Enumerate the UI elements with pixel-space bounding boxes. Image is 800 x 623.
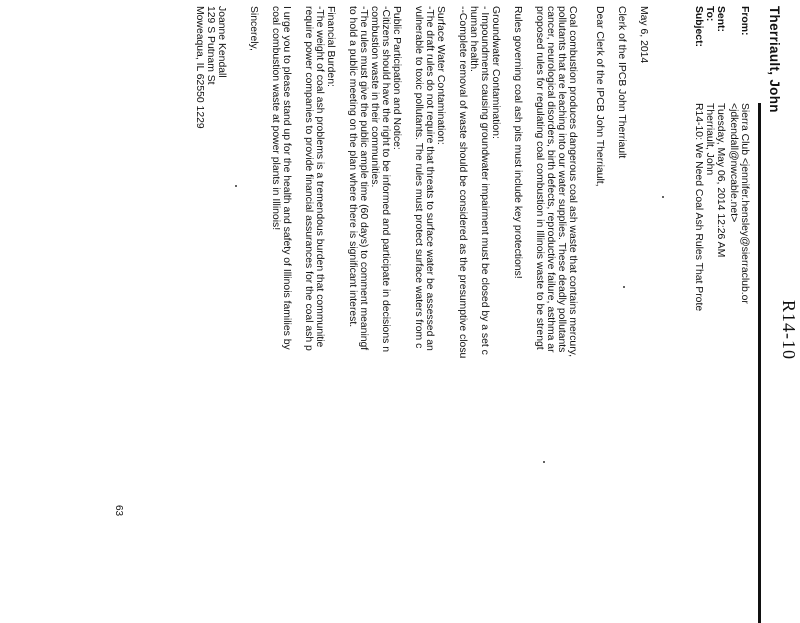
financial-burden-line: require power companies to provide financial assurances for the coal ash p [303,6,314,351]
header-rule [758,103,761,623]
intro-line: proposed rules for regulating coal combustion in Illinois waste to be strengt [534,6,545,350]
from-value: Sierra Club <jennifer.hensley@sierraclub.or [739,103,750,304]
groundwater-line: human health. [468,6,479,72]
signoff: Sincerely, [248,6,259,51]
scan-speck [662,196,664,198]
public-participation-line: to hold a public meeting on the plan where there is significant interest. [347,6,358,328]
closing-line: coal combustion waste at power plants in Illinois! [270,6,281,231]
public-participation-line: -Citizens should have the right to be informed and participate in decisions n [380,6,391,352]
to-label: To: [704,6,715,22]
signature-name: Joanne Kendall [216,6,227,78]
subject-label: Subject: [693,6,704,47]
surface-water-heading: Surface Water Contamination: [435,6,446,145]
document-id: R14-10 [779,300,799,360]
recipient-line: Clerk of the IPCB John Therriault [616,6,627,159]
public-participation-line: -The rules must give the public ample time (60 days) to comment meaningf [358,6,369,351]
closing-line: I urge you to please stand up for the health and safety of Illinois families by [281,6,292,350]
public-participation-heading: Public Participation and Notice: [391,6,402,150]
sent-value: Tuesday, May 06, 2014 12:26 AM [715,103,726,258]
sent-label: Sent: [715,6,726,32]
surface-water-line: -The draft rules do not require that threats to surface water be assessed an [424,6,435,351]
groundwater-heading: Groundwater Contamination: [490,6,501,139]
public-participation-line: combustion waste in their communities. [369,6,380,188]
financial-burden-line: -The weight of coal ash problems is a tremendous burden that communitie [314,6,325,348]
salutation: Dear Clerk of the IPCB John Therriault, [594,6,605,187]
from-value-email: <jdkendall@nwcable.net> [728,103,739,223]
signature-street: 129 S Putnam St [205,6,216,85]
to-value: Therriault, John [704,103,715,176]
intro-line: cancer, neurological disorders, birth defects, reproductive failure, asthma ar [545,6,556,353]
subject-value: R14-10: We Need Coal Ash Rules That Prote [693,103,704,312]
page-number: 63 [113,505,124,517]
letter-date: May 6, 2014 [638,6,649,64]
financial-burden-heading: Financial Burden: [325,6,336,87]
intro-line: Coal combustion produces dangerous coal ash waste that contains mercury, [567,6,578,357]
intro-line: pollutants that are leaching into our water supplies. These deadly pollutants [556,6,567,353]
signature-city: Moweaqua, IL 62550 1229 [194,6,205,129]
scan-speck [623,286,625,288]
sender-name: Therriault, John [767,6,782,113]
scan-speck [235,185,237,187]
rules-line: Rules governing coal ash pits must include key protections! [512,6,523,279]
surface-water-line: vulnerable to toxic pollutants. The rules must protect surface waters from c [413,6,424,349]
scan-speck [543,461,545,463]
groundwater-line: --Complete removal of waste should be considered as the presumptive closu [457,6,468,359]
from-label: From: [739,6,750,36]
groundwater-line: - Impoundments causing groundwater impairment must be closed by a set c [479,6,490,355]
